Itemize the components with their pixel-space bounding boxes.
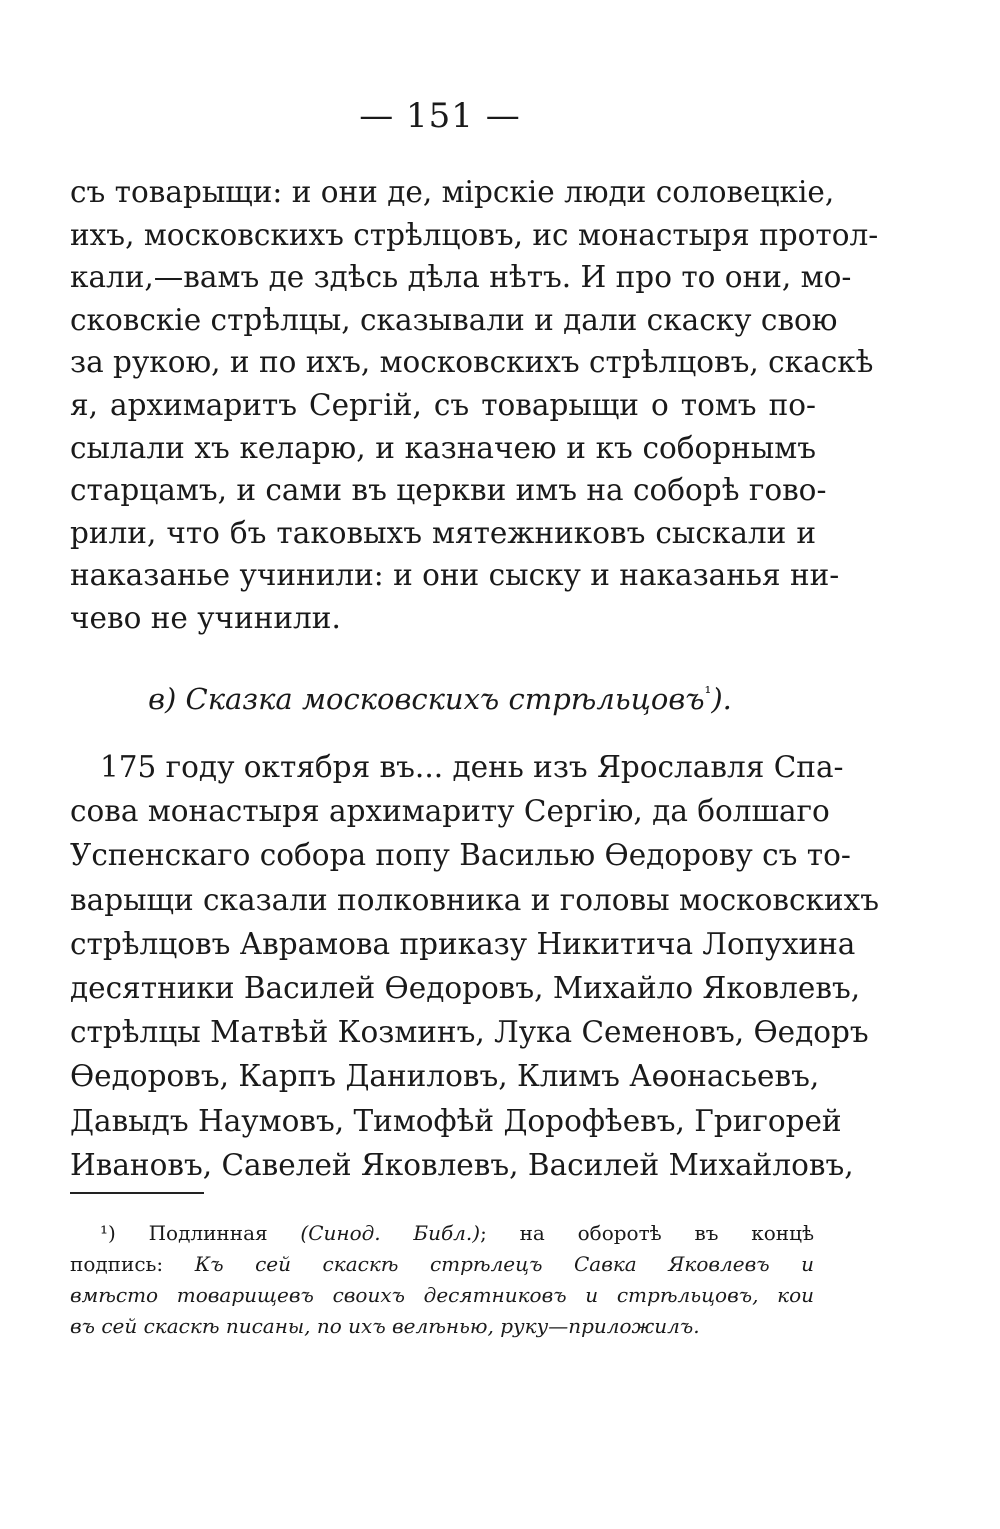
- footnote-text: подпись:: [70, 1252, 164, 1276]
- paragraph-continued: [70, 171, 879, 640]
- section-letter: в): [148, 682, 177, 716]
- text-line: съ товарыщи: и они де, мірскіе люди соловецкіе,: [70, 175, 835, 209]
- footnote-line: [70, 1218, 814, 1249]
- footnote: [70, 1218, 814, 1342]
- text-line: старцамъ, и сами въ церкви имъ на соборѣ гово-: [70, 473, 827, 508]
- footnote-divider: [70, 1192, 204, 1194]
- text-line: Өедоровъ, Карпъ Даниловъ, Климъ Аөонасьевъ,: [70, 1059, 820, 1094]
- text-line: стрѣлцовъ Аврамова приказу Никитича Лопухина: [70, 926, 856, 961]
- text-line: ихъ, московскихъ стрѣлцовъ, ис монастыря протол-: [70, 217, 879, 252]
- footnote-line: вмѣсто товарищевъ своихъ десятниковъ и стрѣльцовъ, кои: [70, 1283, 814, 1307]
- footnote-line: [70, 1249, 814, 1280]
- text-line: сылали хъ келарю, и казначею и къ соборнымъ: [70, 430, 816, 465]
- text-line: стрѣлцы Матвѣй Козминъ, Лука Семеновъ, Өедоръ: [70, 1015, 869, 1050]
- section-heading: [0, 682, 880, 716]
- text-line: Успенскаго собора попу Василью Өедорову съ то-: [70, 838, 851, 873]
- text-line: сова монастыря архимариту Сергію, да болшаго: [70, 794, 830, 829]
- text-line: кали,—вамъ де здѣсь дѣла нѣтъ. И про то они, мо-: [70, 260, 852, 295]
- footnote-line: въ сей скаскѣ писаны, по ихъ велѣнью, руку—приложилъ.: [70, 1314, 700, 1338]
- footnote-inscription: Къ сей скаскѣ стрѣлецъ Савка Яковлевъ и: [194, 1252, 814, 1276]
- footnote-mark: ¹): [100, 1221, 116, 1245]
- text-line: варыщи сказали полковника и головы московскихъ: [70, 882, 880, 917]
- text-line: чево не учинили.: [70, 600, 341, 635]
- footnote-reference: ¹: [704, 683, 712, 704]
- footnote-text: ; на оборотѣ въ концѣ: [480, 1221, 815, 1245]
- text-line: Ивановъ, Савелей Яковлевъ, Василей Михайловъ,: [70, 1147, 854, 1182]
- text-line: я, архимаритъ Сергій, съ товарыщи о томъ по-: [70, 387, 816, 422]
- text-line: сковскіе стрѣлцы, сказывали и дали скаску свою: [70, 302, 838, 337]
- text-line: 175 году октября въ... день изъ Ярославля Спа-: [100, 750, 844, 784]
- text-line: наказанье учинили: и они сыску и наказанья ни-: [70, 558, 840, 593]
- text-line: рили, что бъ таковыхъ мятежниковъ сыскали и: [70, 515, 816, 550]
- section-heading-suffix: ).: [711, 682, 732, 716]
- page-number: — 151 —: [359, 96, 521, 136]
- text-line: за рукою, и по ихъ, московскихъ стрѣлцовъ, скаскѣ: [70, 345, 874, 380]
- section-title: Сказка московскихъ стрѣльцовъ: [185, 682, 705, 716]
- footnote-text: Подлинная: [148, 1221, 268, 1245]
- paragraph-skazka: [70, 745, 880, 1187]
- text-line: десятники Василей Өедоровъ, Михайло Яковлевъ,: [70, 970, 861, 1005]
- text-line: Давыдъ Наумовъ, Тимофѣй Дорофѣевъ, Григорей: [70, 1103, 842, 1138]
- footnote-source: (Синод. Библ.): [300, 1221, 481, 1245]
